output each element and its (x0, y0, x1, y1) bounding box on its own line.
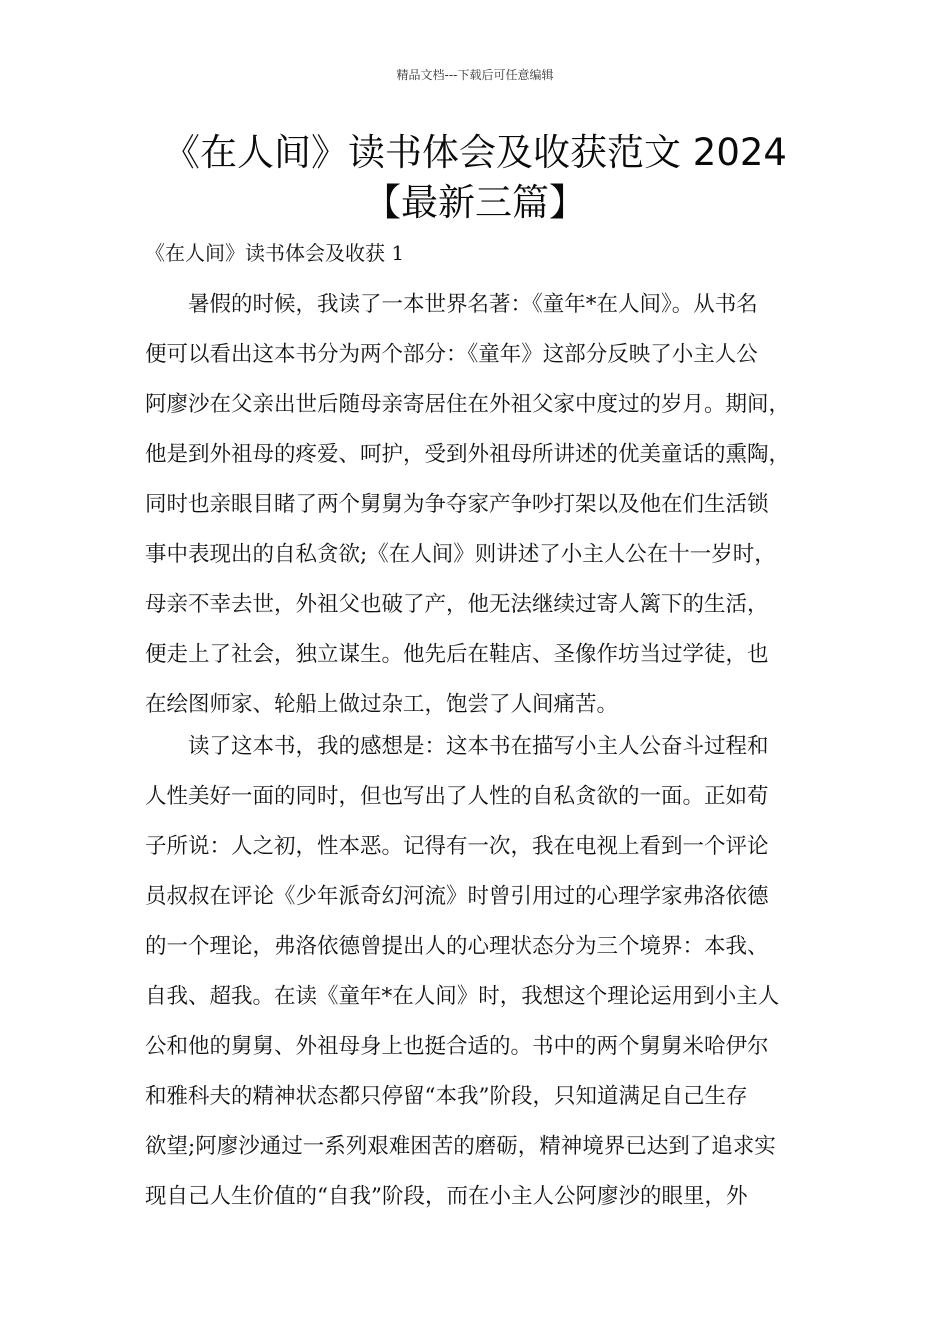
paragraph-line: 他是到外祖母的疼爱、呵护，受到外祖母所讲述的优美童话的熏陶， (145, 442, 791, 467)
paragraph-line: 母亲不幸去世，外祖父也破了产，他无法继续过寄人篱下的生活， (145, 592, 769, 617)
paragraph-line: 暑假的时候，我读了一本世界名著：《童年*在人间》。从书名 (145, 292, 758, 317)
paragraph-line: 员叔叔在评论《少年派奇幻河流》时曾引用过的心理学家弗洛依德 (145, 884, 769, 909)
section-heading: 《在人间》读书体会及收获 1 (145, 241, 405, 265)
paragraph-line: 人性美好一面的同时，但也写出了人性的自私贪欲的一面。正如荀 (145, 784, 769, 809)
paragraph-line: 子所说：人之初，性本恶。记得有一次，我在电视上看到一个评论 (145, 834, 769, 859)
paragraph-line: 阿廖沙在父亲出世后随母亲寄居住在外祖父家中度过的岁月。期间， (145, 392, 791, 417)
paragraph-line: 和雅科夫的精神状态都只停留“本我”阶段，只知道满足自己生存 (145, 1084, 748, 1109)
paragraph-line: 便走上了社会，独立谋生。他先后在鞋店、圣像作坊当过学徒，也 (145, 642, 769, 667)
page-header-note: 精品文档---下载后可任意编辑 (396, 68, 554, 82)
paragraph-line: 的一个理论，弗洛依德曾提出人的心理状态分为三个境界：本我、 (145, 934, 769, 959)
paragraph-line: 便可以看出这本书分为两个部分：《童年》这部分反映了小主人公 (145, 342, 758, 367)
title-line-2: 【最新三篇】 (364, 181, 586, 224)
paragraph-line: 读了这本书，我的感想是：这本书在描写小主人公奋斗过程和 (145, 734, 769, 759)
paragraph-line: 事中表现出的自私贪欲;《在人间》则讲述了小主人公在十一岁时， (145, 542, 776, 567)
paragraph-2 (145, 722, 825, 1222)
paragraph-1 (145, 280, 825, 730)
paragraph-line: 同时也亲眼目睹了两个舅舅为争夺家产争吵打架以及他在们生活锁 (145, 492, 769, 517)
paragraph-line: 自我、超我。在读《童年*在人间》时，我想这个理论运用到小主人 (145, 984, 780, 1009)
paragraph-line: 现自己人生价值的“自我”阶段，而在小主人公阿廖沙的眼里，外 (145, 1184, 748, 1209)
document-title (100, 128, 850, 228)
paragraph-line: 公和他的舅舅、外祖母身上也挺合适的。书中的两个舅舅米哈伊尔 (145, 1034, 769, 1059)
paragraph-line: 欲望;阿廖沙通过一系列艰难困苦的磨砺，精神境界已达到了追求实 (145, 1134, 776, 1159)
title-line-1: 《在人间》读书体会及收获范文 2024 (163, 131, 787, 174)
paragraph-line: 在绘图师家、轮船上做过杂工，饱尝了人间痛苦。 (145, 692, 619, 717)
